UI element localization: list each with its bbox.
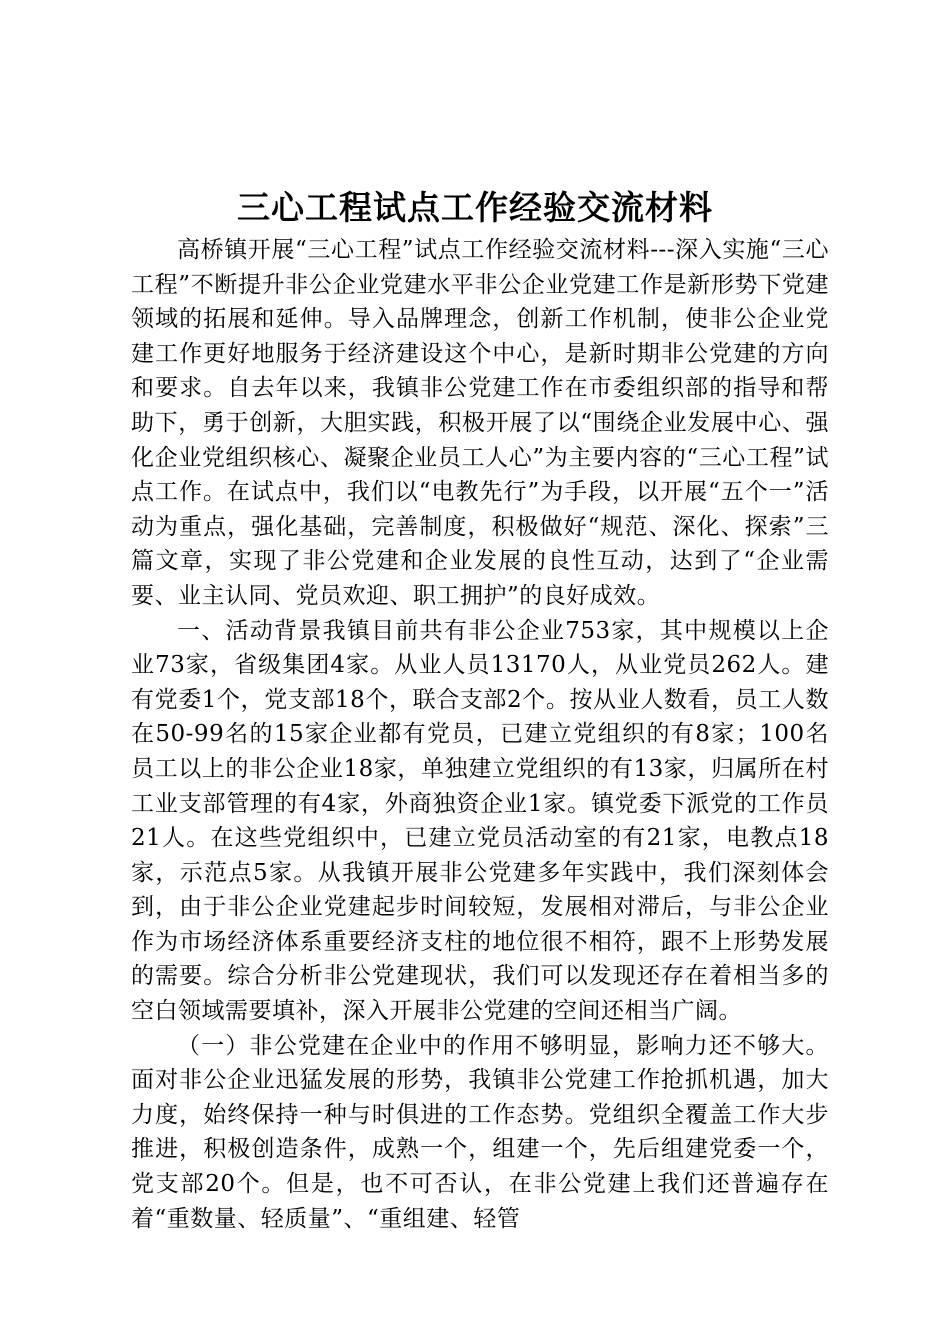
document-body (131, 233, 829, 1236)
paragraph-background: 一、活动背景我镇目前共有非公企业753家，其中规模以上企业73家，省级集团4家。从业人员13170人，从业党员262人。建有党委1个，党支部18个，联合支部2个。按从业人数看，员工人数在50-99名的15家企业都有党员，已建立党组织的有8家；100名员工以上的非公企业18家，单独建立党组织的有13家，归属所在村工业支部管理的有4家，外商独资企业1家。镇党委下派党的工作员21人。在这些党组织中，已建立党员活动室的有21家，电教点18家，示范点5家。从我镇开展非公党建多年实践中，我们深刻体会到，由于非公企业党建起步时间较短，发展相对滞后，与非公企业作为市场经济体系重要经济支柱的地位很不相符，跟不上形势发展的需要。综合分析非公党建现状，我们可以发现还存在着相当多的空白领域需要填补，深入开展非公党建的空间还相当广阔。 (131, 617, 829, 1025)
paragraph-section-one: （一）非公党建在企业中的作用不够明显，影响力还不够大。面对非公企业迅猛发展的形势，我镇非公党建工作抢抓机遇，加大力度，始终保持一种与时俱进的工作态势。党组织全覆盖工作大步推进，积极创造条件，成熟一个，组建一个，先后组建党委一个，党支部20个。但是，也不可否认，在非公党建上我们还普遍存在着“重数量、轻质量”、“重组建、轻管 (131, 1032, 829, 1232)
document-title: 三心工程试点工作经验交流材料 (237, 188, 713, 227)
paragraph-intro: 高桥镇开展“三心工程”试点工作经验交流材料---深入实施“三心工程”不断提升非公企业党建水平非公企业党建工作是新形势下党建领域的拓展和延伸。导入品牌理念，创新工作机制，使非公企业党建工作更好地服务于经济建设这个中心，是新时期非公党建的方向和要求。自去年以来，我镇非公党建工作在市委组织部的指导和帮助下，勇于创新，大胆实践，积极开展了以“围绕企业发展中心、强化企业党组织核心、凝聚企业员工人心”为主要内容的“三心工程”试点工作。在试点中，我们以“电教先行”为手段，以开展“五个一”活动为重点，强化基础，完善制度，积极做好“规范、深化、探索”三篇文章，实现了非公党建和企业发展的良性互动，达到了“企业需要、业主认同、党员欢迎、职工拥护”的良好成效。 (131, 237, 829, 609)
